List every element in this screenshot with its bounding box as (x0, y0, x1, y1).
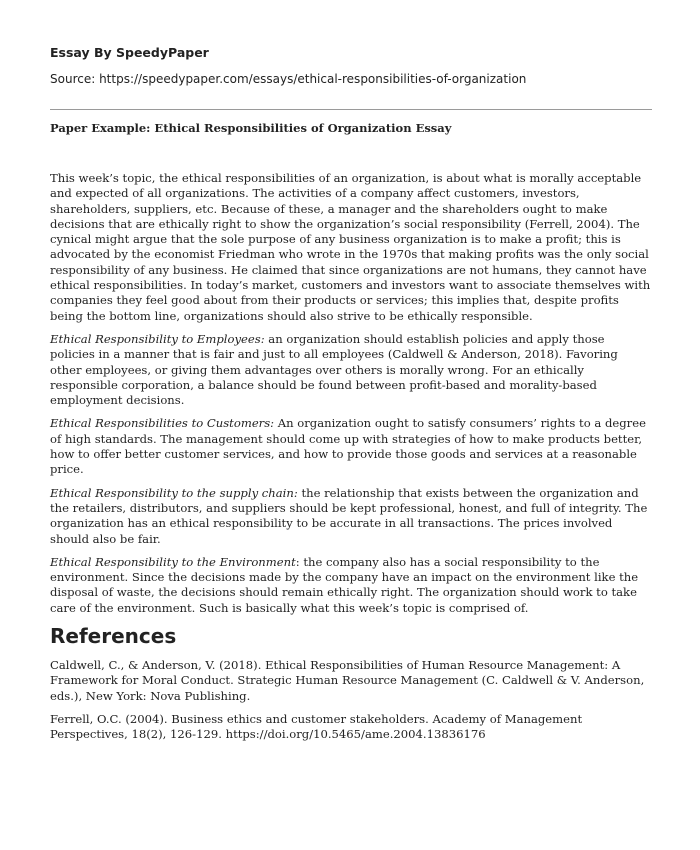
section-text: an organization should establish policies and apply those policies in a manner that is fair and just to all employees (Caldwell & Anderson, 2018). Favoring other employees, or giving them advantages over others is morally wrong. For an ethically responsible corporation, a balance should be found between profit-based and morality-based employment decisions. (50, 331, 618, 408)
document-source-line: Source: https://speedypaper.com/essays/ethical-responsibilities-of-organization (50, 72, 527, 86)
section-heading: Ethical Responsibility to Employees: (50, 331, 265, 346)
references-heading: References (50, 624, 177, 649)
section-heading: Ethical Responsibility to the supply chain: (50, 485, 298, 500)
essay-body (50, 171, 652, 751)
document-header-title: Essay By SpeedyPaper (50, 45, 209, 60)
section-text: An organization ought to satisfy consumers’ rights to a degree of high standards. The management should come up with strategies of how to make products better, how to offer better customer services, and how to provide those goods and services at a reasonable price. (50, 416, 646, 477)
section-heading: Ethical Responsibility to the Environment (50, 554, 296, 569)
reference-item: Ferrell, O.C. (2004). Business ethics and customer stakeholders. Academy of Management Perspectives, 18(2), 126-129. https://doi.org/10.5465/ame.2004.13836176 (50, 711, 583, 742)
header-divider (50, 109, 652, 110)
section-employees (50, 332, 652, 408)
paper-title: Paper Example: Ethical Responsibilities of Organization Essay (50, 121, 452, 135)
section-customers (50, 416, 652, 477)
section-heading: Ethical Responsibilities to Customers: (50, 416, 275, 431)
reference-item: Caldwell, C., & Anderson, V. (2018). Ethical Responsibilities of Human Resource Management: A Framework for Moral Conduct. Strategic Human Resource Management (C. Caldwell & V. Anderson, eds.), New York: Nova Publishing. (50, 658, 645, 703)
section-environment (50, 555, 652, 616)
intro-paragraph: This week’s topic, the ethical responsibilities of an organization, is about what is morally acceptable and expected of all organizations. The activities of a company affect customers, investors, shareholders, suppliers, etc. Because of these, a manager and the shareholders ought to make decisions that are ethically right to show the organization’s social responsibility (Ferrell, 2004). The cynical might argue that the sole purpose of any business organization is to make a profit; this is advocated by the economist Friedman who wrote in the 1970s that making profits was the only social responsibility of any business. He claimed that since organizations are not humans, they cannot have ethical responsibilities. In today’s market, customers and investors want to associate themselves with companies they feel good about from their products or services; this implies that, despite profits being the bottom line, organizations should also strive to be ethically responsible. (50, 171, 651, 323)
section-text: : the company also has a social responsibility to the environment. Since the decisions made by the company have an impact on the environment like the disposal of waste, the decisions should remain ethically right. The organization should work to take care of the environment. Such is basically what this week’s topic is comprised of. (50, 554, 639, 615)
section-supply-chain (50, 486, 652, 547)
section-text: the relationship that exists between the organization and the retailers, distributors, and suppliers should be kept professional, honest, and full of integrity. The organization has an ethical responsibility to be accurate in all transactions. The prices involved should also be fair. (50, 485, 648, 546)
